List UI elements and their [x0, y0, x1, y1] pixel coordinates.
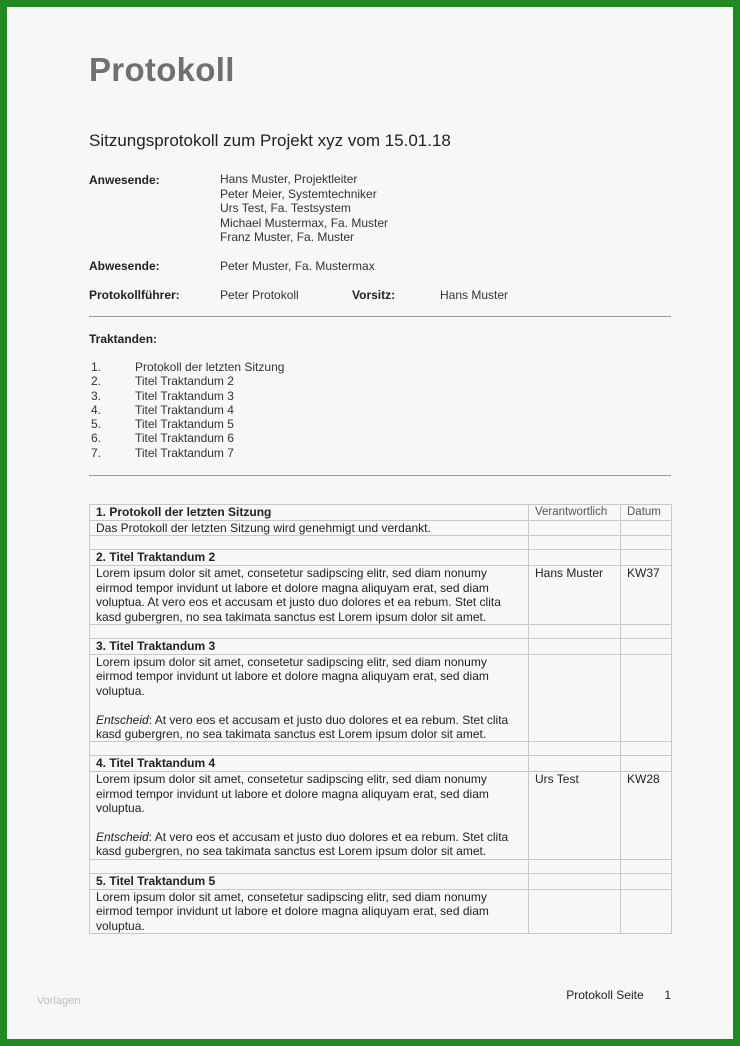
decision-label: Entscheid [96, 712, 149, 727]
page-title: Protokoll [89, 51, 235, 88]
attendee-name: Peter Meier, Systemtechniker [220, 186, 377, 201]
column-header-responsible: Verantwortlich [529, 505, 621, 521]
agenda-list [91, 360, 284, 460]
attendee-name: Franz Muster, Fa. Muster [220, 230, 355, 245]
empty-cell [621, 550, 672, 566]
section-heading: 3. Titel Traktandum 3 [90, 639, 529, 655]
date-cell: KW37 [621, 566, 672, 625]
document-page [7, 7, 733, 1039]
responsible-cell [529, 655, 621, 742]
section-header-row [90, 639, 672, 655]
responsible-cell [529, 521, 621, 536]
agenda-item-number: 4. [91, 402, 102, 417]
empty-cell [90, 859, 529, 873]
decision-text [96, 713, 528, 742]
empty-cell [621, 756, 672, 772]
page-footer [566, 988, 671, 1002]
agenda-item-title: Titel Traktandum 7 [135, 445, 234, 460]
agenda-item [91, 417, 284, 431]
spacer-row [90, 742, 672, 756]
section-body [90, 655, 529, 742]
spacer-row [90, 859, 672, 873]
agenda-item-number: 2. [91, 374, 102, 389]
decision-text [96, 830, 528, 859]
spacer-row [90, 536, 672, 550]
empty-cell [529, 625, 621, 639]
agenda-item [91, 431, 284, 445]
date-cell: KW28 [621, 772, 672, 859]
section-body [90, 521, 529, 536]
agenda-item [91, 389, 284, 403]
date-cell [621, 655, 672, 742]
decision-label: Entscheid [96, 830, 149, 845]
page-number: 1 [664, 988, 671, 1002]
agenda-item-number: 7. [91, 445, 102, 460]
date-cell [621, 521, 672, 536]
empty-cell [529, 536, 621, 550]
section-body-text: Lorem ipsum dolor sit amet, consetetur sadipscing elitr, sed diam nonumy eirmod tempor invidunt ut labore et dolore magna aliquyam erat, sed diam voluptua. [96, 655, 489, 698]
empty-cell [621, 625, 672, 639]
empty-cell [529, 756, 621, 772]
section-heading: 1. Protokoll der letzten Sitzung [90, 505, 529, 521]
empty-cell [90, 536, 529, 550]
empty-cell [529, 873, 621, 889]
section-body-text: Lorem ipsum dolor sit amet, consetetur sadipscing elitr, sed diam nonumy eirmod tempor invidunt ut labore et dolore magna aliquyam erat, sed diam voluptua. [96, 889, 489, 933]
empty-cell [529, 742, 621, 756]
empty-cell [621, 536, 672, 550]
section-heading: 2. Titel Traktandum 2 [90, 550, 529, 566]
section-body [90, 566, 529, 625]
chair-value: Hans Muster [440, 288, 509, 302]
minutes-table [89, 504, 672, 934]
empty-cell [90, 742, 529, 756]
responsible-cell: Hans Muster [529, 566, 621, 625]
decision-body: : At vero eos et accusam et justo duo dolores et ea rebum. Stet clita kasd gubergren, no sea takimata sanctus est Lorem ipsum dolor sit amet. [96, 830, 509, 859]
section-body-row [90, 772, 672, 859]
section-heading: 5. Titel Traktandum 5 [90, 873, 529, 889]
footer-label: Protokoll Seite [566, 988, 644, 1002]
empty-cell [529, 639, 621, 655]
recorder-label: Protokollführer: [89, 288, 180, 302]
section-header-row [90, 756, 672, 772]
empty-cell [621, 873, 672, 889]
section-body-row [90, 521, 672, 536]
agenda-item-title: Titel Traktandum 2 [135, 374, 234, 389]
attendee-name: Urs Test, Fa. Testsystem [220, 201, 351, 216]
agenda-item-title: Titel Traktandum 5 [135, 417, 234, 432]
attendee-name: Michael Mustermax, Fa. Muster [220, 215, 389, 230]
date-cell [621, 889, 672, 933]
empty-cell [621, 639, 672, 655]
agenda-item-number: 5. [91, 417, 102, 432]
section-body-text: Lorem ipsum dolor sit amet, consetetur sadipscing elitr, sed diam nonumy eirmod tempor invidunt ut labore et dolore magna aliquyam erat, sed diam voluptua. [96, 772, 489, 816]
agenda-item [91, 374, 284, 388]
section-body-text: Das Protokoll der letzten Sitzung wird genehmigt und verdankt. [96, 521, 431, 535]
divider [89, 475, 671, 476]
agenda-item [91, 360, 284, 374]
empty-cell [529, 859, 621, 873]
section-body [90, 889, 529, 933]
watermark: Vorlagen [37, 995, 81, 1007]
spacer-row [90, 625, 672, 639]
attendee-name: Hans Muster, Projektleiter [220, 172, 358, 186]
agenda-item-title: Titel Traktandum 3 [135, 388, 234, 403]
agenda-item-number: 1. [91, 360, 102, 374]
chair-label: Vorsitz: [352, 288, 396, 302]
section-header-row [90, 873, 672, 889]
section-body-row [90, 655, 672, 742]
section-body-row [90, 889, 672, 933]
section-heading: 4. Titel Traktandum 4 [90, 756, 529, 772]
section-header-row [90, 505, 672, 521]
agenda-item-title: Protokoll der letzten Sitzung [135, 360, 285, 374]
empty-cell [529, 550, 621, 566]
empty-cell [621, 742, 672, 756]
empty-cell [90, 625, 529, 639]
agenda-item-title: Titel Traktandum 4 [135, 402, 234, 417]
agenda-item-title: Titel Traktandum 6 [135, 431, 234, 446]
responsible-cell: Urs Test [529, 772, 621, 859]
attendees-label: Anwesende: [89, 173, 160, 187]
attendees-list [220, 172, 388, 245]
section-body [90, 772, 529, 859]
agenda-item [91, 446, 284, 460]
column-header-date: Datum [621, 505, 672, 521]
empty-cell [621, 859, 672, 873]
agenda-item-number: 6. [91, 431, 102, 446]
section-body-row [90, 566, 672, 625]
decision-body: : At vero eos et accusam et justo duo dolores et ea rebum. Stet clita kasd gubergren, no sea takimata sanctus est Lorem ipsum dolor sit amet. [96, 712, 509, 742]
section-body-text: Lorem ipsum dolor sit amet, consetetur sadipscing elitr, sed diam nonumy eirmod tempor invidunt ut labore et dolore magna aliquyam erat, sed diam voluptua. At vero eos et accusam et justo duo dolores et ea rebum. Stet clita kasd gubergren, no sea takimata sanctus est Lorem ipsum dolor sit amet. [96, 566, 501, 624]
absent-label: Abwesende: [89, 259, 160, 273]
divider [89, 316, 671, 317]
agenda-item [91, 403, 284, 417]
absent-value: Peter Muster, Fa. Mustermax [220, 259, 375, 273]
agenda-label: Traktanden: [89, 332, 158, 346]
agenda-item-number: 3. [91, 388, 102, 403]
section-header-row [90, 550, 672, 566]
responsible-cell [529, 889, 621, 933]
recorder-value: Peter Protokoll [220, 288, 299, 302]
page-subtitle: Sitzungsprotokoll zum Projekt xyz vom 15.01.18 [89, 131, 451, 150]
